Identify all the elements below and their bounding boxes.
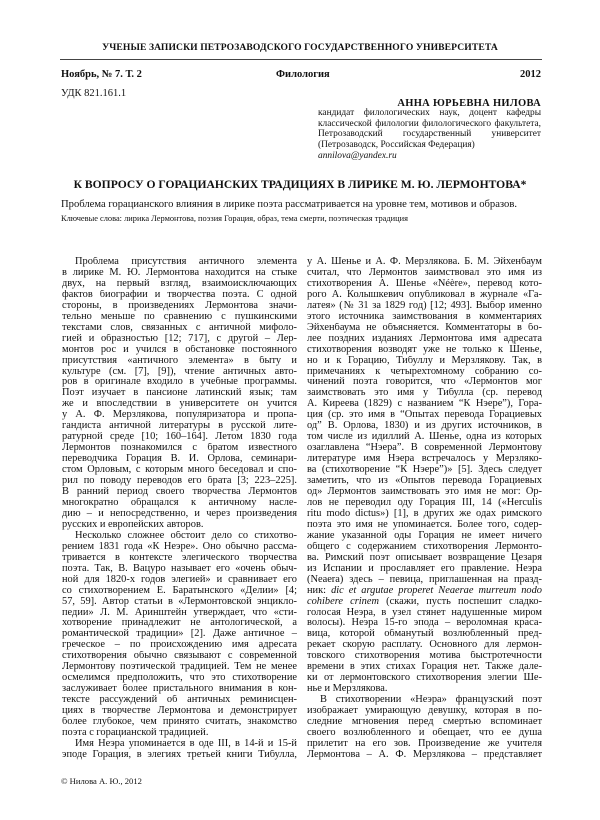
text-line: тривается в контексте элегического творчества bbox=[62, 552, 297, 563]
text-line: стихотворения А. Шенье «Néère», перевод кото- bbox=[307, 278, 542, 289]
article-keywords: Ключевые слова: лирика Лермонтова, поэзия Горация, образ, тема смерти, поэтическая традиция bbox=[61, 214, 408, 223]
text-line: нье и Мерзлякова. bbox=[307, 684, 388, 695]
text-line: изображает умирающую девушку, которая в по- bbox=[307, 706, 542, 717]
text-line: более глубокое, чем принято считать, знакомство bbox=[62, 717, 297, 728]
text-line: поэта с горацианской традицией. bbox=[62, 727, 209, 738]
text-line: В стихотворении «Неэра» французский поэт bbox=[320, 695, 542, 706]
text-line: заимствовать это имя у Тибулла (ср. перевод bbox=[307, 388, 542, 399]
text-line: в лирике М. Ю. Лермонтова находится на стыке bbox=[62, 267, 297, 278]
text-line: 57, 59]. Автор статьи в «Лермонтовской энцикло- bbox=[62, 596, 297, 607]
author-name: АННА ЮРЬЕВНА НИЛОВА bbox=[397, 98, 541, 109]
text-line: од” В. Орлова, 1830) и из других источников, в bbox=[307, 421, 542, 432]
journal-title: УЧЕНЫЕ ЗАПИСКИ ПЕТРОЗАВОДСКОГО ГОСУДАРСТВЕННОГО УНИВЕРСИТЕТА bbox=[102, 42, 498, 53]
text-line: А. Киреева (1829) с названием “К Нэере”), Гора- bbox=[307, 399, 542, 410]
text-line: циях в творчестве Лермонтова и демонстрирует bbox=[62, 706, 297, 717]
text-line: Поэт изучает в пансионе латинский язык; там bbox=[62, 388, 297, 399]
issue-year: 2012 bbox=[520, 69, 541, 80]
text-line: присутствия «античного элемента» в быту и bbox=[62, 355, 297, 366]
text-line: двух, на первый взгляд, взаимоисключающих bbox=[62, 278, 297, 289]
text-line: (Neaera) здесь – певица, приглашенная на празд- bbox=[307, 574, 542, 585]
text-line: ция (ср. это имя в “Опытах перевода Горациевых bbox=[307, 410, 542, 421]
article-abstract: Проблема горацианского влияния в лирике поэта рассматривается на уровне тем, мотивов и образов. bbox=[61, 199, 517, 210]
text-line: рекает скорую расплату. Основного для лермон- bbox=[307, 640, 542, 651]
text-line: жание указанной оды Горация не имеет ничего bbox=[307, 530, 542, 541]
text-line: товского стихотворения мотива быстротечности bbox=[307, 651, 542, 662]
text-segment: (скажи, пусть поспешит сладко- bbox=[379, 596, 542, 607]
text-line: многократно обращался к античному насле- bbox=[62, 497, 297, 508]
text-line: заслуживает более пристального внимания в кон- bbox=[62, 684, 297, 695]
text-line: со стихотворением Е. Баратынского «Делии» [4; bbox=[62, 585, 297, 596]
text-line: у А. Шенье и А. Ф. Мерзлякова. Б. М. Эйхенбаум bbox=[307, 257, 542, 267]
text-line: литературе имя Нэера встречалось у Мерзляко- bbox=[307, 454, 542, 465]
text-line: од» Лермонтов заимствовать это имя не мог: Ор- bbox=[307, 487, 542, 498]
text-line: культуре (см. [7], [9]), чтение античных авто- bbox=[62, 366, 297, 377]
section-name: Филология bbox=[276, 69, 330, 80]
text-column-left bbox=[62, 257, 297, 761]
text-line: стороны, в произведениях Лермонтова значи- bbox=[62, 300, 297, 311]
paragraph bbox=[62, 531, 297, 739]
text-line: Несколько сложнее обстоит дело со стихотво- bbox=[75, 530, 297, 541]
text-line: озаглавлена “Нэера”. В современной Лермонтову bbox=[307, 443, 542, 454]
text-line: греческое – по происхождению имя адресата bbox=[62, 640, 297, 651]
text-line: стихотворения обычно связывают с современной bbox=[62, 651, 297, 662]
text-column-right bbox=[307, 257, 542, 761]
text-line: Имя Неэра упоминается в оде III, в 14-й и 15-й bbox=[75, 738, 297, 749]
text-line: прилетит на его зов. Произведение же учителя bbox=[307, 738, 542, 749]
text-line: латея» (№ 31 за 1829 год) [12; 493]. Выбор именно bbox=[307, 300, 542, 311]
text-line: осмелимся предположить, что это стихотворение bbox=[62, 673, 297, 684]
text-line: рением 1831 года «К Неэре». Оно обычно рассма- bbox=[62, 541, 297, 552]
text-line: поэта. Так, В. Вацуро называет его «очень обыч- bbox=[62, 563, 297, 574]
latin-quote: cohibere crinem bbox=[307, 596, 379, 607]
text-line: ва. Римский поэт описывает возвращение Цезаря bbox=[307, 552, 542, 563]
text-segment: ник: bbox=[307, 585, 332, 596]
text-line: Лермонтова – А. Ф. Мерзлякова – представляет bbox=[307, 749, 542, 760]
text-line: фактов биографии и творчества поэта. С одной bbox=[62, 289, 297, 300]
text-line: у А. Ф. Мерзлякова, популяризатора и пропа- bbox=[62, 410, 297, 421]
latin-quote: dic et argutae properet Neaerae murreum nodo bbox=[331, 585, 542, 596]
text-line: педии» Л. М. Аринштейн утверждает, что «сти- bbox=[62, 607, 297, 618]
text-line: рого А. Колышкевич опубликовал в журнале «Га- bbox=[307, 289, 542, 300]
text-line: Лермонтову поэтической традицией. Тем не менее bbox=[62, 662, 297, 673]
text-line: ров в оригинале входило в учебные программы. bbox=[62, 377, 297, 388]
text-line: примечаниях к четырехтомному собранию со- bbox=[307, 366, 542, 377]
text-line: следние мгновения перед смертью вспоминает bbox=[307, 717, 542, 728]
text-line: ной для 1820-х годов элегией» и сравнивает его bbox=[62, 574, 297, 585]
text-line: Эйхенбаума не объясняется. Комментаторы в бо- bbox=[307, 322, 542, 333]
text-line: из Испании и прославляет его правление. Неэра bbox=[307, 563, 542, 574]
paragraph bbox=[62, 257, 297, 531]
text-line bbox=[307, 586, 542, 597]
text-line: чинений поэта говорится, что «Лермонтов мог bbox=[307, 377, 542, 388]
author-email[interactable]: annilova@yandex.ru bbox=[318, 151, 397, 161]
text-line: романтической традиции» [2]. Даже античное – bbox=[62, 629, 297, 640]
text-line: В ранний период своего творчества Лермонтов bbox=[62, 487, 297, 498]
text-line: ки от лермонтовского стихотворения элегии Ше- bbox=[307, 673, 542, 684]
paragraph bbox=[307, 257, 542, 695]
text-line: том числе из идиллий А. Шенье, одна из которых bbox=[307, 432, 542, 443]
text-line: стом Орловым, с которым много беседовал и спо- bbox=[62, 465, 297, 476]
text-line: тексте рассуждений об античных реминисцен- bbox=[62, 695, 297, 706]
text-line: этого источника заимствования в комментариях bbox=[307, 311, 542, 322]
text-line bbox=[307, 597, 542, 608]
article-title: К ВОПРОСУ О ГОРАЦИАНСКИХ ТРАДИЦИЯХ В ЛИРИКЕ М. Ю. ЛЕРМОНТОВА* bbox=[73, 178, 527, 191]
text-line: лее поздних изданиях Лермонтова имя адресата bbox=[307, 333, 542, 344]
text-line: Лермонтов познакомился с братом известного bbox=[62, 443, 297, 454]
text-line: волосы). Неэра 15-го эпода – вероломная краса- bbox=[307, 618, 542, 629]
text-line: считал, что Лермонтов заимствовал это имя из bbox=[307, 267, 542, 278]
text-line: хотворение принадлежит не антологической, а bbox=[62, 618, 297, 629]
text-line: времени в этих стихах Горация нет. Также дале- bbox=[307, 662, 542, 673]
text-line: гией и образностью [12; 717], с другой – Лер- bbox=[62, 333, 297, 344]
copyright-notice: © Нилова А. Ю., 2012 bbox=[61, 776, 142, 786]
text-line: рил по поводу переводов его брата [3; 223–225]. bbox=[62, 476, 297, 487]
text-line: гандиста античной литературы в русской лите- bbox=[62, 421, 297, 432]
text-line: Проблема присутствия античного элемента bbox=[75, 257, 297, 267]
text-line: дию – и непосредственно, и через произведения bbox=[62, 508, 297, 519]
text-line: поэта это имя не упоминается. Более того, содер- bbox=[307, 519, 542, 530]
text-line: ritu modo dictus») [1], в других же одах римского bbox=[307, 508, 542, 519]
text-line: эподе Горация, в элегиях третьей книги Тибулла, bbox=[62, 749, 297, 760]
text-line: своего возлюбленного и обещает, что ее душа bbox=[307, 727, 542, 738]
text-line: ва (стихотворение “К Нэере”)» [5]. Здесь следует bbox=[307, 465, 542, 476]
text-line: лов не переводил оду Горация III, 14 («Herculis bbox=[307, 497, 542, 508]
author-affiliation: кандидат филологических наук, доцент кафедры классической филологии филологического факультета, Петрозаводский государственный университет (Петрозаводск, Российская Федерация) bbox=[318, 108, 541, 150]
udk-code: УДК 821.161.1 bbox=[61, 88, 127, 99]
paragraph bbox=[62, 739, 297, 761]
issue-info: Ноябрь, № 7. Т. 2 bbox=[61, 69, 142, 80]
text-line: голосая Неэра, в узел стянет надушенные миром bbox=[307, 607, 542, 618]
text-line: вица, которой обманутый возлюбленный пред- bbox=[307, 629, 542, 640]
paragraph bbox=[307, 695, 542, 761]
text-line: ратурной среде [10; 160–164]. Летом 1830 года bbox=[62, 432, 297, 443]
text-line: тельно меньше по сравнению с пушкинскими bbox=[62, 311, 297, 322]
text-line: же и впоследствии в университете он учится bbox=[62, 399, 297, 410]
text-line: стихотворения возводят уже не только к Шенье, bbox=[307, 344, 542, 355]
text-line: общего с содержанием стихотворения Лермонто- bbox=[307, 541, 542, 552]
text-line: переводчика Горация В. И. Орлова, семинари- bbox=[62, 454, 297, 465]
text-line: русских и европейских авторов. bbox=[62, 519, 204, 530]
text-line: заметить, что из «Опытов перевода Горациевых bbox=[307, 476, 542, 487]
header-divider bbox=[60, 59, 542, 60]
text-line: но и к Горацию, Тибуллу и Мерзлякову. Так, в bbox=[307, 355, 542, 366]
text-line: монтов рос и учился в обстановке постоянного bbox=[62, 344, 297, 355]
text-line: текстами слов, связанных с античной мифоло- bbox=[62, 322, 297, 333]
